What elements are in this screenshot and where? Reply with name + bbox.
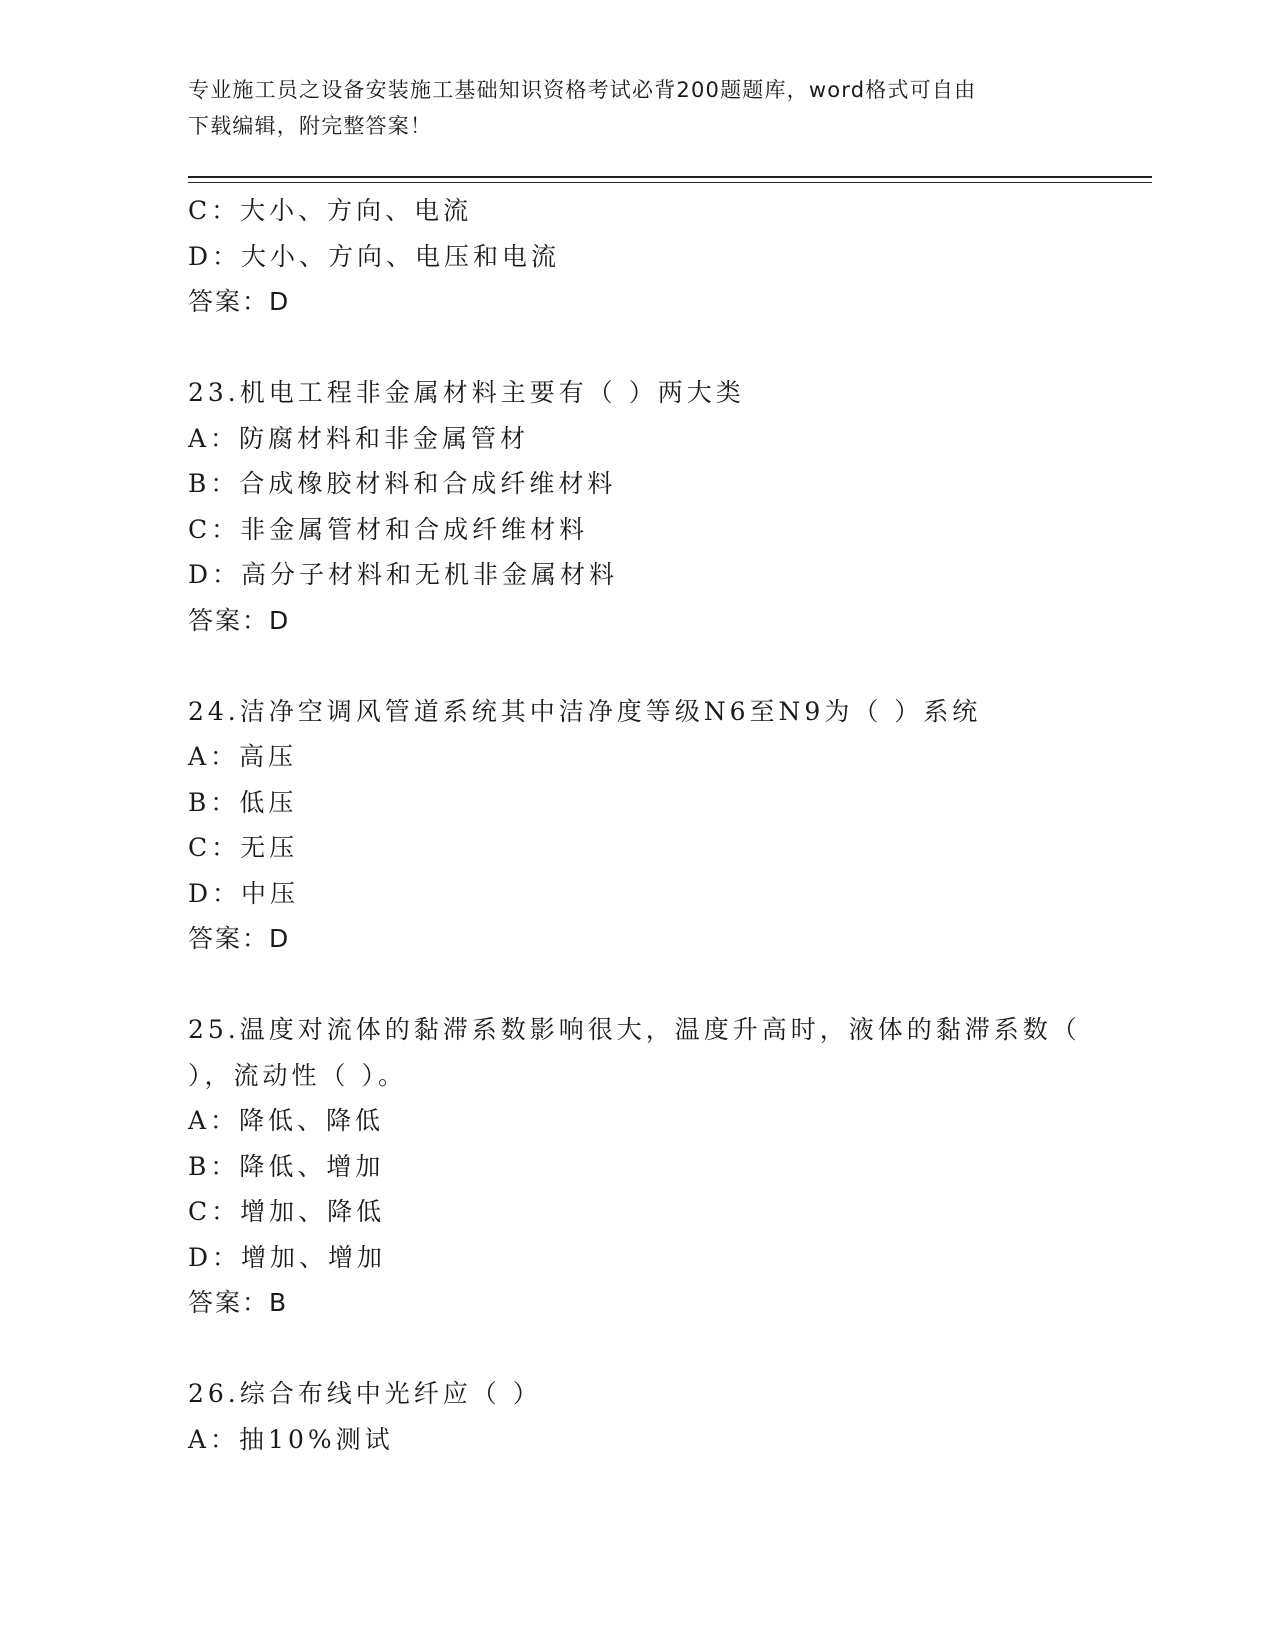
answer: 答案：D	[188, 287, 291, 316]
option-b: B：合成橡胶材料和合成纤维材料	[188, 469, 617, 498]
header-divider-thin	[188, 182, 1152, 183]
option-b: B：低压	[188, 787, 298, 817]
question-stem: 26.综合布线中光纤应（ ）	[188, 1379, 542, 1408]
option-c: C：非金属管材和合成纤维材料	[188, 514, 589, 544]
option-c: C：无压	[188, 833, 299, 862]
option-b: B：降低、增加	[188, 1151, 385, 1181]
answer: 答案：D	[188, 605, 291, 635]
document-header	[188, 72, 1088, 144]
question-25	[188, 1007, 1088, 1326]
question-22-tail	[188, 188, 1088, 325]
option-d: D：高分子材料和无机非金属材料	[188, 560, 619, 589]
question-23	[188, 370, 1088, 643]
option-c: C：大小、方向、电流	[188, 196, 473, 225]
answer: 答案：B	[188, 1288, 289, 1317]
question-stem: 23.机电工程非金属材料主要有（ ）两大类	[188, 378, 745, 407]
option-d: D：中压	[188, 878, 300, 908]
option-d: D：大小、方向、电压和电流	[188, 241, 561, 271]
spacer	[188, 1326, 1088, 1372]
header-line-2: 下载编辑，附完整答案！	[188, 114, 433, 138]
option-d: D：增加、增加	[188, 1242, 387, 1272]
spacer	[188, 643, 1088, 689]
question-stem: 24.洁净空调风管道系统其中洁净度等级N6至N9为（ ）系统	[188, 696, 982, 726]
header-line-1: 专业施工员之设备安装施工基础知识资格考试必背200题题库，word格式可自由	[188, 78, 977, 102]
spacer	[188, 962, 1088, 1008]
answer: 答案：D	[188, 924, 291, 953]
option-a: A：防腐材料和非金属管材	[188, 423, 530, 453]
question-list	[188, 188, 1088, 1462]
option-a: A：抽10%测试	[188, 1424, 394, 1454]
question-26	[188, 1371, 1088, 1462]
question-24	[188, 689, 1088, 962]
option-c: C：增加、降低	[188, 1197, 386, 1226]
spacer	[188, 325, 1088, 371]
option-a: A：高压	[188, 742, 298, 771]
option-a: A：降低、降低	[188, 1106, 385, 1135]
header-divider-thick	[188, 176, 1152, 178]
question-stem-line-2: ），流动性（ ）。	[188, 1060, 407, 1090]
question-stem-line-1: 25.温度对流体的黏滞系数影响很大，温度升高时，液体的黏滞系数（	[188, 1015, 1081, 1044]
